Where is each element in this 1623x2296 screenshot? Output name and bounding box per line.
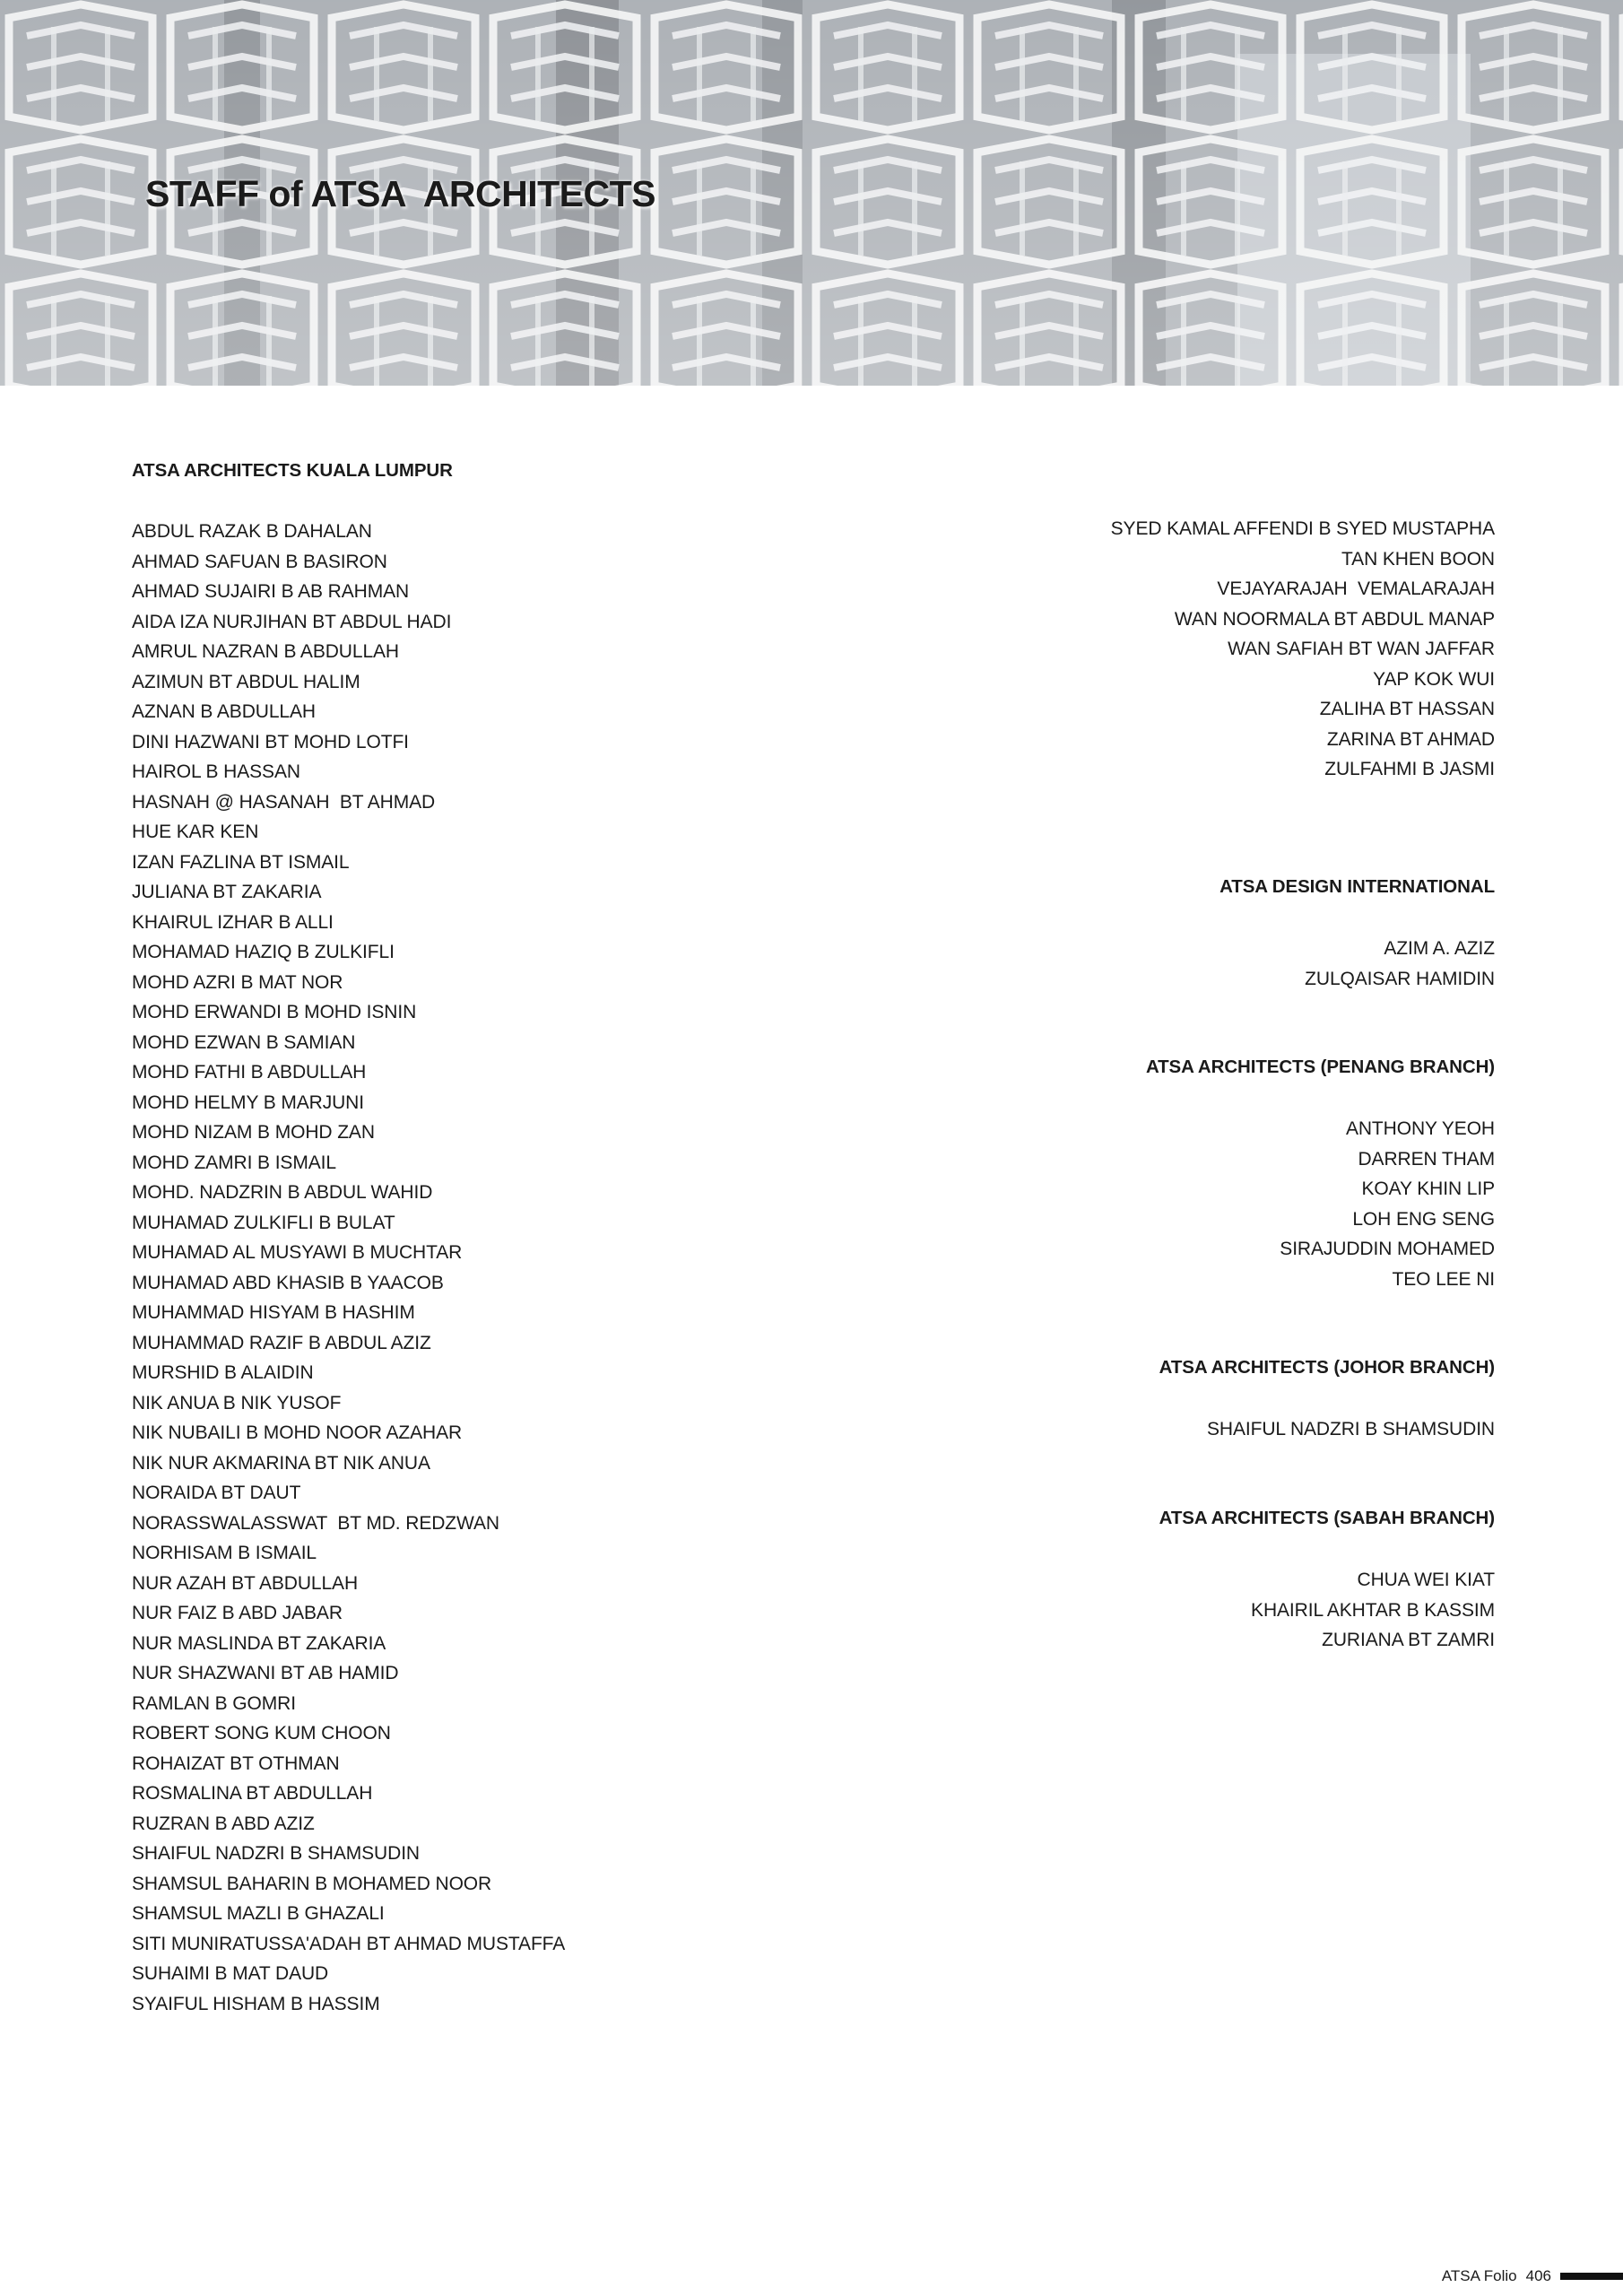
list-item: NIK NUR AKMARINA BT NIK ANUA xyxy=(132,1452,430,1474)
list-item: LOH ENG SENG xyxy=(1352,1208,1495,1230)
list-item: NUR MASLINDA BT ZAKARIA xyxy=(132,1632,386,1654)
list-item: SYAIFUL HISHAM B HASSIM xyxy=(132,1993,380,2014)
list-item: AMRUL NAZRAN B ABDULLAH xyxy=(132,641,399,662)
publication-name: ATSA Folio xyxy=(1441,2267,1517,2284)
list-item: TAN KHEN BOON xyxy=(1341,548,1495,570)
list-item: IZAN FAZLINA BT ISMAIL xyxy=(132,851,350,873)
page-number: 406 xyxy=(1525,2267,1551,2284)
list-item: ZULQAISAR HAMIDIN xyxy=(1305,968,1495,989)
list-item: NORHISAM B ISMAIL xyxy=(132,1543,317,1563)
list-item: MUHAMMAD HISYAM B HASHIM xyxy=(132,1302,415,1323)
list-item: SHAMSUL BAHARIN B MOHAMED NOOR xyxy=(132,1873,492,1894)
list-item: ROBERT SONG KUM CHOON xyxy=(132,1723,391,1744)
list-item: AHMAD SUJAIRI B AB RAHMAN xyxy=(132,581,410,602)
list-item: SITI MUNIRATUSSA'ADAH BT AHMAD MUSTAFFA xyxy=(132,1933,566,1954)
list-item: ZARINA BT AHMAD xyxy=(1326,728,1495,750)
list-item: MOHD. NADZRIN B ABDUL WAHID xyxy=(132,1182,433,1203)
list-item: SIRAJUDDIN MOHAMED xyxy=(1280,1239,1495,1259)
section-heading-design-international: ATSA DESIGN INTERNATIONAL xyxy=(1219,876,1495,897)
sabah-staff-list xyxy=(1251,1565,1495,1656)
list-item: AZIM A. AZIZ xyxy=(1384,938,1495,959)
list-item: SHAIFUL NADZRI B SHAMSUDIN xyxy=(1207,1419,1495,1439)
list-item: ROHAIZAT BT OTHMAN xyxy=(132,1752,340,1774)
list-item: JULIANA BT ZAKARIA xyxy=(132,882,322,902)
kuala-lumpur-staff-list-left xyxy=(132,517,565,2019)
list-item: YAP KOK WUI xyxy=(1373,668,1495,690)
list-item: NORAIDA BT DAUT xyxy=(132,1483,301,1503)
list-item: SYED KAMAL AFFENDI B SYED MUSTAPHA xyxy=(1110,518,1495,539)
list-item: MUHAMAD ABD KHASIB B YAACOB xyxy=(132,1272,444,1293)
list-item: MOHD HELMY B MARJUNI xyxy=(132,1091,364,1113)
penang-staff-list xyxy=(1280,1114,1495,1294)
list-item: NUR FAIZ B ABD JABAR xyxy=(132,1603,343,1623)
section-heading-penang: ATSA ARCHITECTS (PENANG BRANCH) xyxy=(1145,1057,1495,1077)
list-item: SHAIFUL NADZRI B SHAMSUDIN xyxy=(132,1843,420,1864)
list-item: MOHD ZAMRI B ISMAIL xyxy=(132,1152,336,1173)
list-item: SHAMSUL MAZLI B GHAZALI xyxy=(132,1903,385,1924)
list-item: VEJAYARAJAH VEMALARAJAH xyxy=(1217,578,1495,599)
list-item: NUR SHAZWANI BT AB HAMID xyxy=(132,1663,399,1683)
list-item: ZULFAHMI B JASMI xyxy=(1324,759,1495,779)
list-item: MOHAMAD HAZIQ B ZULKIFLI xyxy=(132,942,395,962)
johor-staff-list xyxy=(1207,1414,1495,1445)
list-item: AZIMUN BT ABDUL HALIM xyxy=(132,671,360,692)
list-item: CHUA WEI KIAT xyxy=(1357,1570,1495,1590)
section-heading-kuala-lumpur: ATSA ARCHITECTS KUALA LUMPUR xyxy=(132,460,453,481)
list-item: MOHD EZWAN B SAMIAN xyxy=(132,1031,356,1053)
list-item: TEO LEE NI xyxy=(1392,1268,1495,1290)
list-item: AHMAD SAFUAN B BASIRON xyxy=(132,551,387,572)
list-item: MOHD AZRI B MAT NOR xyxy=(132,971,343,993)
design-international-staff-list xyxy=(1305,934,1495,994)
list-item: RUZRAN B ABD AZIZ xyxy=(132,1813,315,1834)
list-item: HASNAH @ HASANAH BT AHMAD xyxy=(132,791,436,813)
list-item: MOHD FATHI B ABDULLAH xyxy=(132,1062,367,1083)
list-item: NIK NUBAILI B MOHD NOOR AZAHAR xyxy=(132,1422,463,1443)
list-item: ANTHONY YEOH xyxy=(1345,1118,1495,1139)
list-item: HAIROL B HASSAN xyxy=(132,761,300,782)
list-item: ROSMALINA BT ABDULLAH xyxy=(132,1783,373,1804)
list-item: DINI HAZWANI BT MOHD LOTFI xyxy=(132,731,409,752)
list-item: AIDA IZA NURJIHAN BT ABDUL HADI xyxy=(132,611,452,632)
list-item: SUHAIMI B MAT DAUD xyxy=(132,1963,329,1984)
list-item: HUE KAR KEN xyxy=(132,822,259,842)
list-item: KHAIRIL AKHTAR B KASSIM xyxy=(1251,1599,1495,1621)
page-footer xyxy=(1442,2263,1623,2290)
list-item: MUHAMAD ZULKIFLI B BULAT xyxy=(132,1212,395,1233)
list-item: DARREN THAM xyxy=(1358,1148,1495,1170)
list-item: WAN NOORMALA BT ABDUL MANAP xyxy=(1174,608,1495,630)
header-banner xyxy=(0,0,1623,386)
list-item: KOAY KHIN LIP xyxy=(1361,1178,1495,1199)
list-item: NIK ANUA B NIK YUSOF xyxy=(132,1392,342,1413)
list-item: MURSHID B ALAIDIN xyxy=(132,1362,314,1383)
list-item: ABDUL RAZAK B DAHALAN xyxy=(132,521,372,542)
list-item: MUHAMMAD RAZIF B ABDUL AZIZ xyxy=(132,1332,431,1353)
list-item: NUR AZAH BT ABDULLAH xyxy=(132,1572,359,1594)
list-item: ZALIHA BT HASSAN xyxy=(1319,699,1495,719)
page-title: STAFF of ATSA ARCHITECTS xyxy=(145,173,656,214)
list-item: MUHAMAD AL MUSYAWI B MUCHTAR xyxy=(132,1242,463,1263)
list-item: ZURIANA BT ZAMRI xyxy=(1322,1630,1495,1650)
list-item: AZNAN B ABDULLAH xyxy=(132,701,316,722)
list-item: MOHD NIZAM B MOHD ZAN xyxy=(132,1122,375,1143)
section-heading-sabah: ATSA ARCHITECTS (SABAH BRANCH) xyxy=(1159,1508,1495,1528)
list-item: NORASSWALASSWAT BT MD. REDZWAN xyxy=(132,1512,499,1534)
list-item: RAMLAN B GOMRI xyxy=(132,1692,296,1714)
list-item: KHAIRUL IZHAR B ALLI xyxy=(132,911,334,933)
list-item: WAN SAFIAH BT WAN JAFFAR xyxy=(1228,639,1495,659)
list-item: MOHD ERWANDI B MOHD ISNIN xyxy=(132,1002,417,1022)
section-heading-johor: ATSA ARCHITECTS (JOHOR BRANCH) xyxy=(1159,1357,1495,1378)
footer-bar xyxy=(1560,2273,1623,2280)
kuala-lumpur-staff-list-right xyxy=(1111,514,1495,785)
